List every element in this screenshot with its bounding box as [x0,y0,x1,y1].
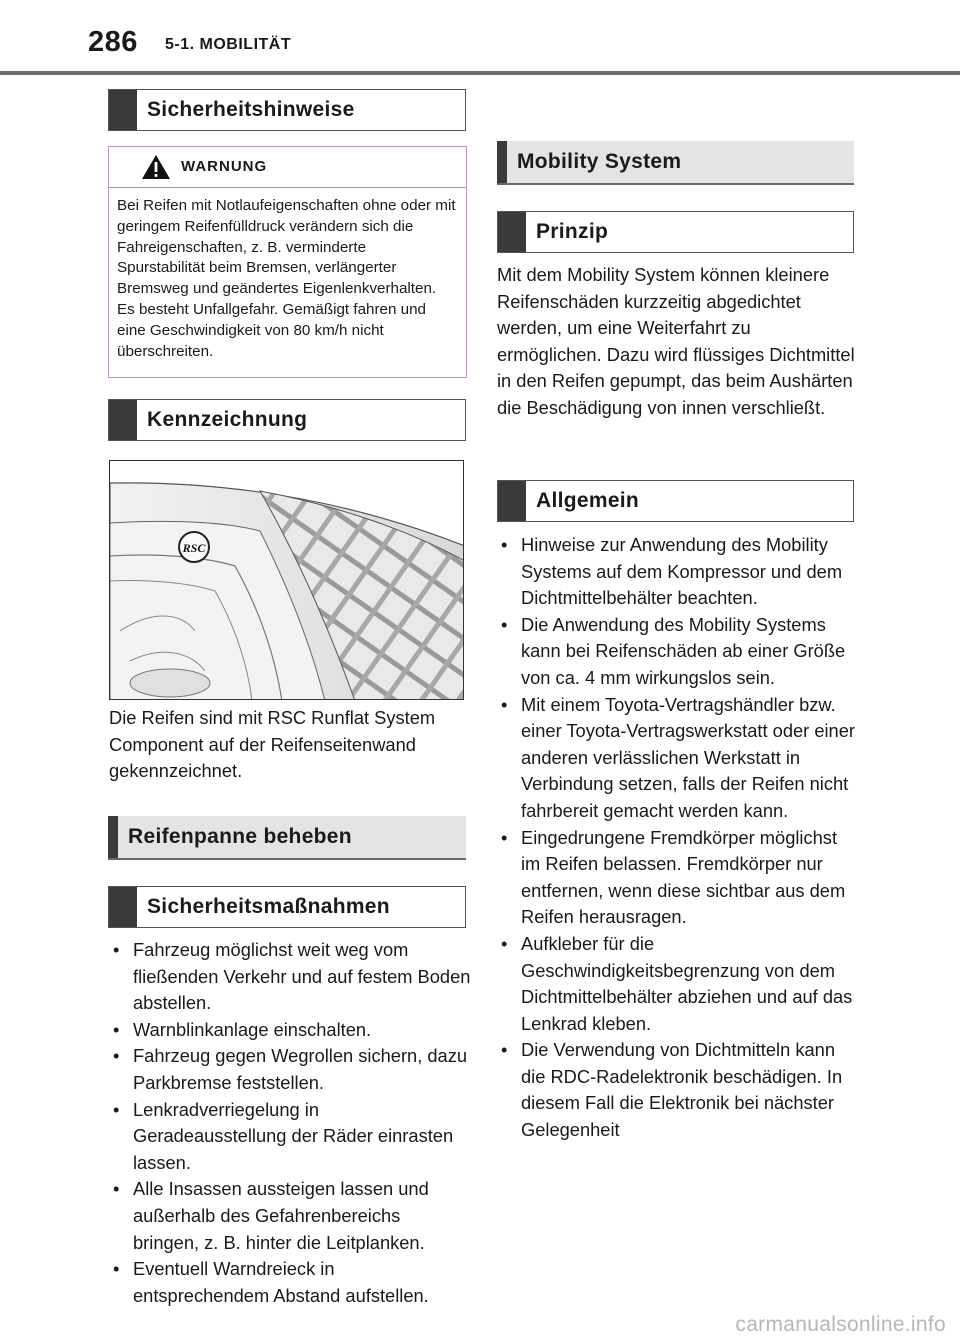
list-item: • Die Verwendung von Dichtmitteln kann die RDC-Radelektronik beschädigen. In diesem Fall die Elektronik bei nächster Gelegenheit [497,1037,860,1143]
heading-mobility-label: Mobility System [517,150,682,173]
heading-puncture [108,816,466,860]
header-divider [0,71,960,75]
list-item: • Eingedrungene Fremdkörper möglichst im Reifen belassen. Fremdkörper nur entfernen, wenn diese sichtbar aus dem Reifen herausragen. [497,825,860,931]
heading-measures [108,886,466,928]
warning-triangle-icon [141,154,171,180]
marking-paragraph: Die Reifen sind mit RSC Runflat System Component auf der Reifenseitenwand gekennzeichnet. [109,707,436,782]
warning-box [108,146,467,378]
heading-measures-label: Sicherheitsmaßnahmen [147,895,390,918]
list-item: • Hinweise zur Anwendung des Mobility Systems auf dem Kompressor und dem Dichtmittelbehälter beachten. [497,532,860,612]
warning-title: WARNUNG [181,158,268,175]
rsc-emblem [179,532,209,562]
warning-text: Bei Reifen mit Notlaufeigenschaften ohne oder mit geringem Reifenfülldruck verändern sich die Fahreigenschaften, z. B. verminderte Spurstabilität beim Bremsen, verlängerter Bremsweg und geändertes Eigenlenkverhalten. Es besteht Unfallgefahr. Gemäßigt fahren und eine Geschwindigkeit von 80 km/h nicht überschreiten. [117,197,456,360]
rsc-emblem-label: RSC [182,541,206,555]
heading-safety [108,89,466,131]
watermark: carmanualsonline.info [735,1313,946,1336]
heading-general-label: Allgemein [536,489,640,512]
heading-marker [108,816,118,858]
list-item: • Eventuell Warndreieck in entsprechendem Abstand aufstellen. [109,1256,471,1309]
heading-safety-label: Sicherheitshinweise [147,98,355,121]
measures-list [109,937,471,1309]
list-item: • Die Anwendung des Mobility Systems kann bei Reifenschäden ab einer Größe von ca. 4 mm wirkungslos sein. [497,612,860,692]
heading-marker [109,90,137,130]
heading-marking [108,399,466,441]
warning-header [109,147,466,188]
list-item: • Warnblinkanlage einschalten. [109,1017,471,1044]
heading-marker [498,481,526,521]
heading-marker [498,212,526,252]
list-item: • Aufkleber für die Geschwindigkeitsbegrenzung von dem Dichtmittelbehälter abziehen und auf das Lenkrad kleben. [497,931,860,1037]
heading-general [497,480,854,522]
list-item: • Lenkradverriegelung in Geradeausstellung der Räder einrasten lassen. [109,1097,471,1177]
heading-principle [497,211,854,253]
page-number: 286 [88,26,138,58]
list-item: • Fahrzeug gegen Wegrollen sichern, dazu Parkbremse feststellen. [109,1043,471,1096]
heading-mobility-system [497,141,854,185]
heading-marker [109,400,137,440]
heading-marker [109,887,137,927]
heading-marking-label: Kennzeichnung [147,408,308,431]
heading-marker [497,141,507,183]
section-title: 5-1. MOBILITÄT [165,36,292,53]
general-list [497,532,860,1144]
principle-paragraph: Mit dem Mobility System können kleinere Reifenschäden kurzzeitig abgedichtet werden, um eine Weiterfahrt zu ermöglichen. Dazu wird flüssiges Dichtmittel in den Reifen gepumpt, das beim Aushärten die Beschädigung von innen verschließt. [497,264,855,418]
list-item: • Alle Insassen aussteigen lassen und außerhalb des Gefahrenbereichs bringen, z. B. hinter die Leitplanken. [109,1176,471,1256]
heading-principle-label: Prinzip [536,220,609,243]
tire-sidewall-image [110,461,464,700]
tire-illustration [109,460,464,700]
list-item: • Fahrzeug möglichst weit weg vom fließenden Verkehr und auf festem Boden abstellen. [109,937,471,1017]
list-item: • Mit einem Toyota-Vertragshändler bzw. einer Toyota-Vertragswerkstatt oder einer anderen verlässlichen Werkstatt in Verbindung setzen, falls der Reifen nicht fahrbereit gemacht werden kann. [497,692,860,825]
heading-puncture-label: Reifenpanne beheben [128,825,352,848]
